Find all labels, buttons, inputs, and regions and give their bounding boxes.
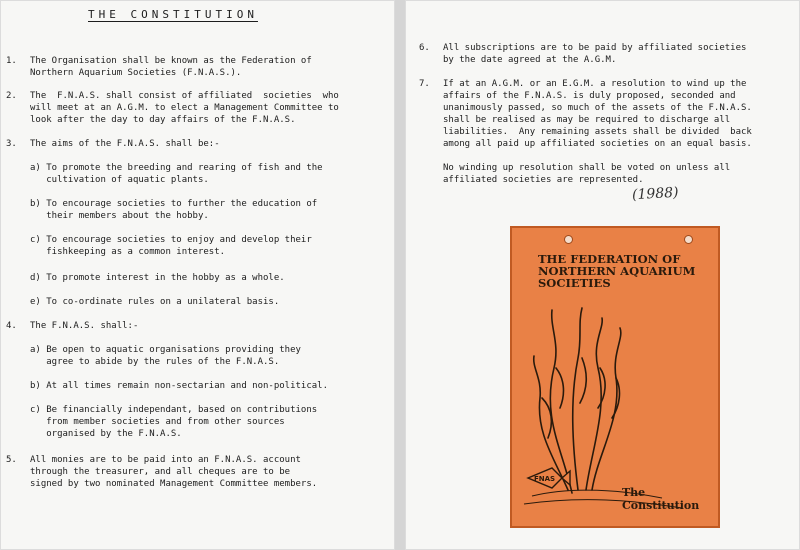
clause-number: 3.	[6, 139, 17, 149]
shall-a: a) Be open to aquatic organisations providing they agree to abide by the rules of the F.N.A.S.	[30, 345, 301, 367]
aim-a: a) To promote the breeding and rearing of fish and the cultivation of aquatic plants.	[30, 163, 323, 185]
clause-text: All subscriptions are to be paid by affiliated societies by the date agreed at the A.G.M.	[443, 43, 747, 65]
logo-text: FNAS	[534, 475, 556, 483]
shall-c: c) Be financially independant, based on contributions from member societies and from other sources organised by the F.N.A.S.	[30, 405, 318, 439]
booklet-subtitle: The Constitution	[622, 486, 700, 512]
aim-b: b) To encourage societies to further the education of their members about the hobby.	[30, 199, 318, 221]
aim-c: c) To encourage societies to enjoy and develop their fishkeeping as a common interest.	[30, 235, 312, 257]
page-gutter	[395, 0, 405, 550]
clause-text: All monies are to be paid into an F.N.A.S. account through the treasurer, and all cheques are to be signed by two nominated Management Committee members.	[30, 455, 318, 489]
clause-text: If at an A.G.M. or an E.G.M. a resolution to wind up the affairs of the F.N.A.S. is duly proposed, seconded and unanimously passed, so much of the assets of the F.N.A.S. shall be realised as may be required to discharge all liabilities. Any remaining assets shall be divided back among all paid up affiliated societies on an equal basis. No winding up resolution shall be voted on unless all affiliated societies are represented.	[443, 79, 752, 185]
clause-number: 5.	[6, 455, 17, 465]
clause-number: 6.	[419, 43, 430, 53]
left-page	[0, 0, 395, 550]
handwritten-year-note: (1988)	[631, 184, 679, 204]
clause-text: The F.N.A.S. shall:-	[30, 321, 139, 331]
clause-number: 1.	[6, 56, 17, 66]
booklet-cover	[510, 226, 720, 528]
clause-text: The Organisation shall be known as the Federation of Northern Aquarium Societies (F.N.A.S.).	[30, 56, 312, 78]
clause-number: 2.	[6, 91, 17, 101]
aquatic-plant-illustration	[512, 228, 718, 526]
clause-number: 4.	[6, 321, 17, 331]
page-title: THE CONSTITUTION	[88, 8, 258, 21]
aim-d: d) To promote interest in the hobby as a whole.	[30, 273, 285, 283]
clause-number: 7.	[419, 79, 430, 89]
booklet-title: THE FEDERATION OF NORTHERN AQUARIUM SOCIETIES	[538, 252, 696, 290]
fnas-fish-logo	[528, 468, 570, 488]
shall-b: b) At all times remain non-sectarian and non-political.	[30, 381, 329, 391]
clause-text: The F.N.A.S. shall consist of affiliated societies who will meet at an A.G.M. to elect a Management Committee to look after the day to day affairs of the F.N.A.S.	[30, 91, 339, 125]
aim-e: e) To co-ordinate rules on a unilateral basis.	[30, 297, 280, 307]
clause-text: The aims of the F.N.A.S. shall be:-	[30, 139, 220, 149]
